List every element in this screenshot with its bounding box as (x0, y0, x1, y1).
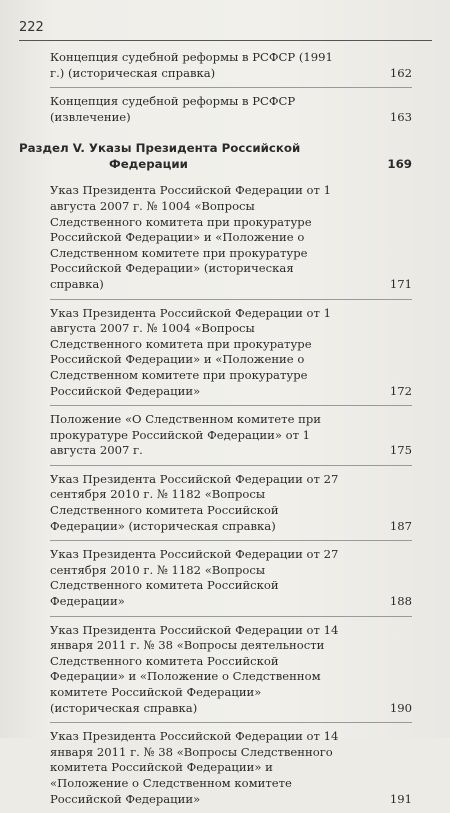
toc-entry-title: Положение «О Следственном комитете при прокуратуре Российской Федерации» от 1 августа 2007 г. (50, 412, 321, 458)
toc-entry-title: Указ Президента Российской Федерации от 1 августа 2007 г. № 1004 «Вопросы Следственного комитета при прокуратуре Российской Федерации» и «Положение о Следственном комитете при прокуратуре Российской Федерации» (50, 305, 331, 398)
toc-entry[interactable] (50, 466, 412, 540)
section-title-line2: Федерации (109, 157, 188, 172)
toc-entry-title: Указ Президента Российской Федерации от 14 января 2011 г. № 38 «Вопросы Следственного комитета Российской Федерации» и «Положение о Следственном комитете Российской Федерации» (50, 729, 339, 806)
toc-entry-page: 162 (389, 65, 412, 80)
toc-entry[interactable] (50, 177, 412, 298)
toc-entry[interactable] (50, 723, 412, 813)
toc-entry-title: Концепция судебной реформы в РСФСР (извлечение) (50, 94, 296, 124)
toc-entry-page: 188 (389, 594, 412, 609)
toc-section-heading[interactable] (19, 131, 412, 177)
toc-entry-title: Указ Президента Российской Федерации от 1 августа 2007 г. № 1004 «Вопросы Следственного комитета при прокуратуре Российской Федерации» и «Положение о Следственном комитете при прокуратуре Российской Федерации» (историческая справка) (50, 183, 331, 291)
toc-entry-page: 187 (389, 518, 412, 533)
toc-entry-page: 163 (389, 109, 412, 124)
toc-entry[interactable] (50, 44, 412, 87)
section-page: 169 (387, 157, 412, 172)
toc-entry-page: 175 (389, 443, 412, 458)
header-rule (19, 40, 432, 41)
toc-entry-title: Указ Президента Российской Федерации от 14 января 2011 г. № 38 «Вопросы деятельности Следственного комитета Российской Федерации» и «Положение о Следственном комитете Российской Федерации» (историческая справка) (50, 622, 339, 715)
toc-entry-title: Указ Президента Российской Федерации от 27 сентября 2010 г. № 1182 «Вопросы Следственного комитета Российской Федерации» (50, 547, 339, 609)
toc-entry[interactable] (50, 617, 412, 723)
toc-entry-title: Концепция судебной реформы в РСФСР (1991 г.) (историческая справка) (50, 50, 333, 80)
toc-entry[interactable] (50, 300, 412, 406)
toc-entry-page: 191 (389, 791, 412, 806)
toc-entry[interactable] (50, 406, 412, 465)
table-of-contents (0, 44, 450, 813)
page-number: 222 (19, 20, 44, 35)
section-title-line1: Раздел V. Указы Президента Российской (19, 141, 301, 156)
toc-entry-title: Указ Президента Российской Федерации от 27 сентября 2010 г. № 1182 «Вопросы Следственного комитета Российской Федерации» (историческая справка) (50, 471, 339, 533)
toc-entry-page: 190 (389, 700, 412, 715)
toc-entry[interactable] (50, 88, 412, 131)
toc-entry[interactable] (50, 541, 412, 615)
toc-entry-page: 171 (389, 276, 412, 291)
toc-entry-page: 172 (389, 383, 412, 398)
